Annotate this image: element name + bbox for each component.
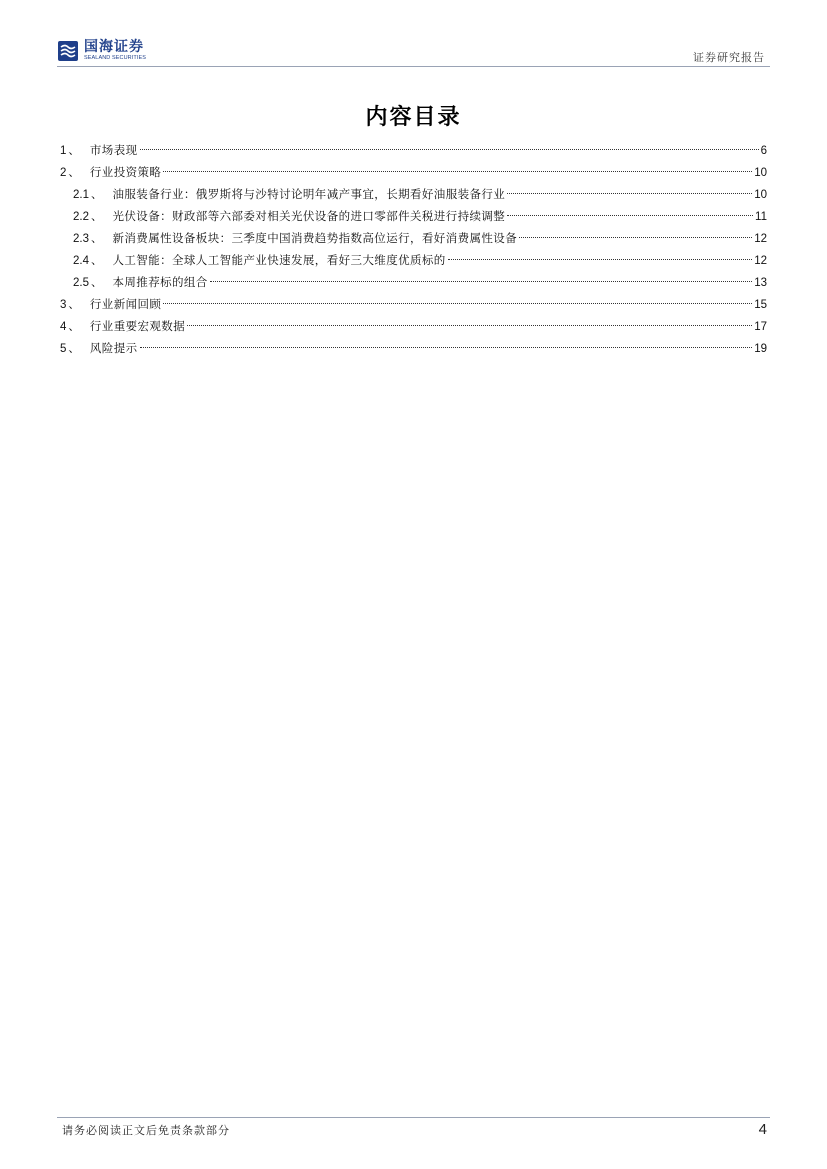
toc-title: 内容目录 <box>365 105 462 130</box>
header-divider <box>57 66 770 67</box>
toc-entry-page: 17 <box>754 321 767 333</box>
toc-leader-dots <box>210 281 753 282</box>
toc-entry-number: 2.5 <box>73 277 89 289</box>
toc-entry-label: 市场表现 <box>89 143 138 157</box>
toc-leader-dots <box>448 259 753 260</box>
toc-entry-page: 12 <box>754 233 767 245</box>
toc-leader-dots <box>507 193 752 194</box>
toc-leader-dots <box>140 149 759 150</box>
toc-entry-label: 人工智能：全球人工智能产业快速发展，看好三大维度优质标的 <box>112 253 446 267</box>
toc-entry[interactable]: 2.3 、 新消费属性设备板块：三季度中国消费趋势指数高位运行，看好消费属性设备 12 <box>60 227 767 249</box>
toc-entry-page: 13 <box>754 277 767 289</box>
toc-entry-number: 2.3 <box>73 233 89 245</box>
toc-entry[interactable]: 4 、 行业重要宏观数据 17 <box>60 315 767 337</box>
toc-entry[interactable]: 2.4 、 人工智能：全球人工智能产业快速发展，看好三大维度优质标的 12 <box>60 249 767 271</box>
toc-entry[interactable]: 2 、 行业投资策略 10 <box>60 161 767 183</box>
brand-logo <box>57 38 146 64</box>
disclaimer-text: 请务必阅读正文后免责条款部分 <box>62 1124 230 1137</box>
page-number: 4 <box>758 1121 767 1138</box>
toc-entry-number: 2 <box>60 167 67 179</box>
toc-leader-dots <box>507 215 753 216</box>
report-type-label: 证券研究报告 <box>693 51 765 64</box>
footer-divider <box>57 1117 770 1118</box>
toc-leader-dots <box>519 237 752 238</box>
toc-entry-label: 光伏设备：财政部等六部委对相关光伏设备的进口零部件关税进行持续调整 <box>112 209 506 223</box>
toc-entry-label: 新消费属性设备板块：三季度中国消费趋势指数高位运行，看好消费属性设备 <box>112 231 518 245</box>
toc-entry-number: 3 <box>60 299 67 311</box>
toc-leader-dots <box>163 171 752 172</box>
toc-leader-dots <box>187 325 752 326</box>
toc-entry-number: 1 <box>60 145 67 157</box>
toc-entry-page: 10 <box>754 167 767 179</box>
brand-name-en: SEALAND SECURITIES <box>84 55 147 62</box>
toc-entry-label: 行业新闻回顾 <box>89 297 162 311</box>
toc-entry-number: 2.4 <box>73 255 89 267</box>
toc-leader-dots <box>163 303 752 304</box>
toc-entry-number: 2.1 <box>73 189 89 201</box>
toc-entry-label: 行业投资策略 <box>89 165 162 179</box>
table-of-contents <box>60 139 767 359</box>
toc-entry-page: 10 <box>754 189 767 201</box>
toc-entry-label: 行业重要宏观数据 <box>89 319 186 333</box>
toc-entry-label: 油服装备行业：俄罗斯将与沙特讨论明年减产事宜，长期看好油服装备行业 <box>112 187 506 201</box>
toc-entry-page: 19 <box>754 343 767 355</box>
toc-entry-number: 5 <box>60 343 67 355</box>
toc-entry[interactable]: 5 、 风险提示 19 <box>60 337 767 359</box>
page-header <box>0 0 827 70</box>
toc-entry-page: 11 <box>755 211 767 223</box>
toc-entry[interactable]: 2.2 、 光伏设备：财政部等六部委对相关光伏设备的进口零部件关税进行持续调整 11 <box>60 205 767 227</box>
toc-entry-label: 风险提示 <box>89 341 138 355</box>
toc-entry[interactable]: 3 、 行业新闻回顾 15 <box>60 293 767 315</box>
toc-entry-label: 本周推荐标的组合 <box>112 275 208 289</box>
toc-entry[interactable]: 2.5 、 本周推荐标的组合 13 <box>60 271 767 293</box>
toc-entry-page: 12 <box>754 255 767 267</box>
toc-entry[interactable]: 1 、 市场表现 6 <box>60 139 767 161</box>
toc-leader-dots <box>140 347 753 348</box>
toc-entry-number: 4 <box>60 321 67 333</box>
toc-entry-page: 15 <box>754 299 767 311</box>
toc-entry[interactable]: 2.1 、 油服装备行业：俄罗斯将与沙特讨论明年减产事宜，长期看好油服装备行业 10 <box>60 183 767 205</box>
brand-name-cn: 国海证券 <box>84 39 144 56</box>
toc-entry-number: 2.2 <box>73 211 89 223</box>
toc-entry-page: 6 <box>760 145 767 157</box>
sealand-logo-icon <box>57 40 79 62</box>
